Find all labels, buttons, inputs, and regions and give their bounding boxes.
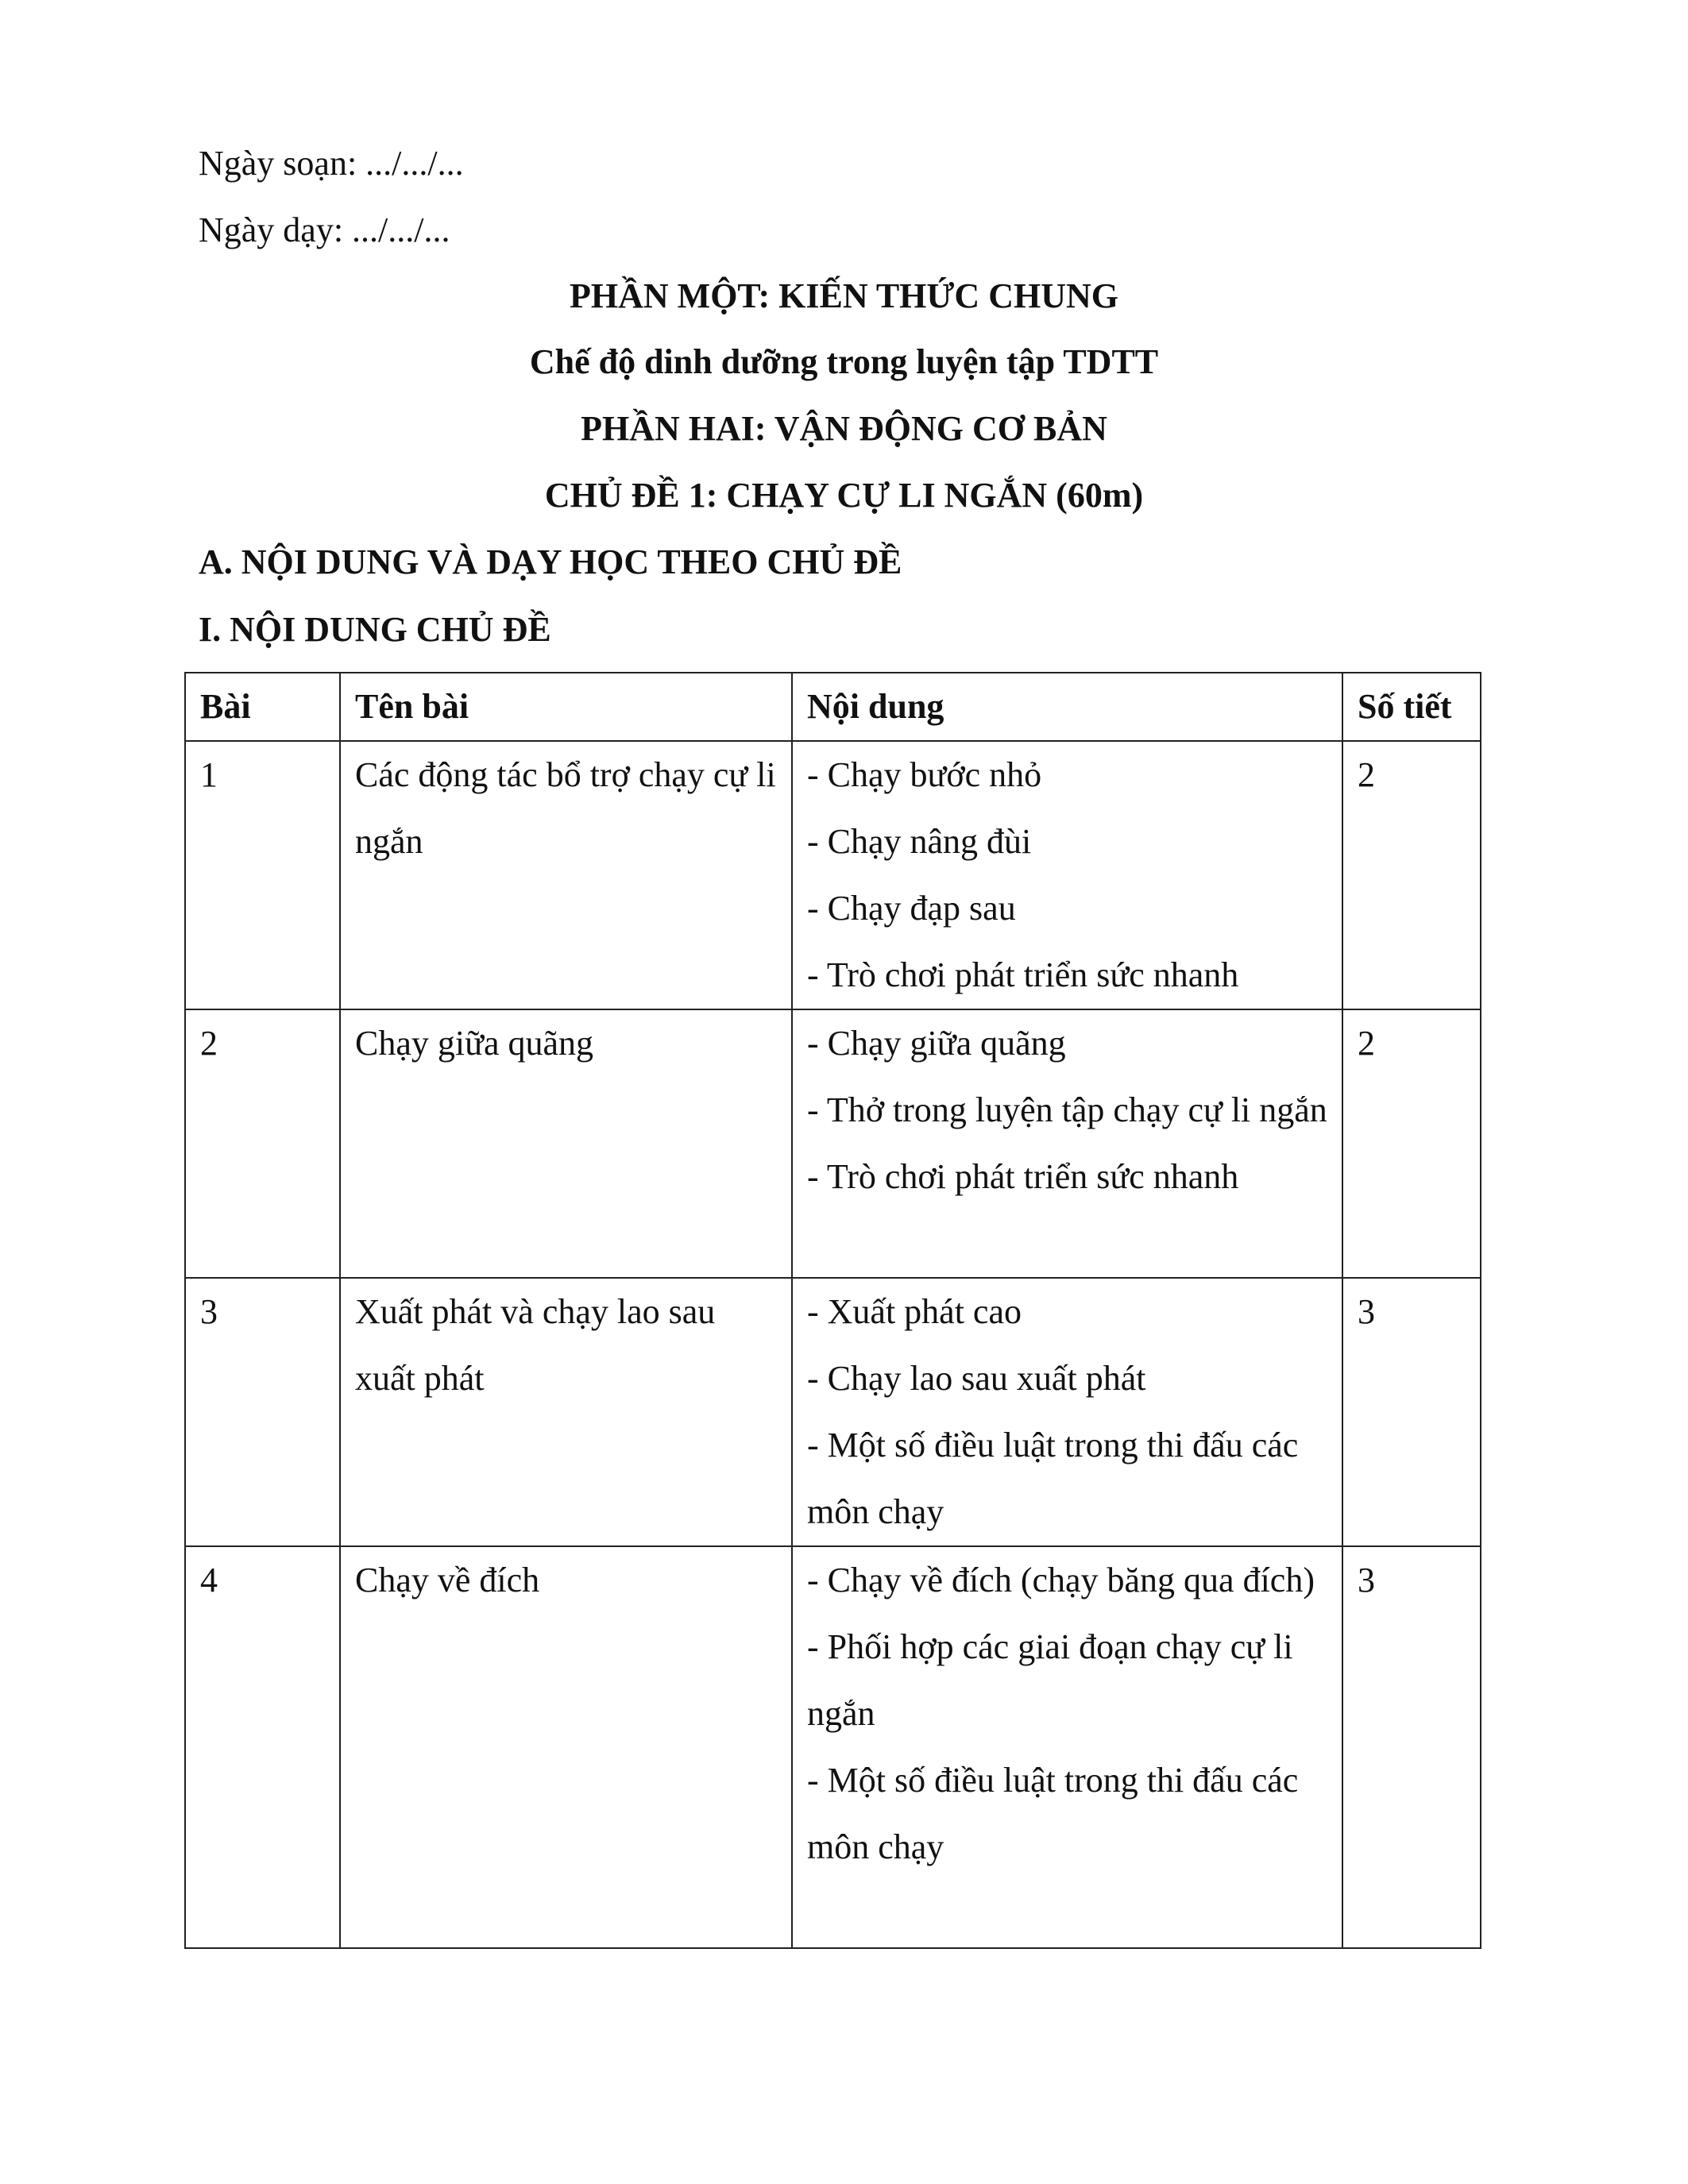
teach-date: Ngày dạy: .../.../...	[199, 210, 450, 249]
content-item: - Thở trong luyện tập chạy cự li ngắn	[807, 1090, 1327, 1129]
part-two-title: PHẦN HAI: VẬN ĐỘNG CƠ BẢN	[581, 409, 1107, 448]
topic-content-table	[184, 672, 1481, 1949]
content-item: - Chạy giữa quãng	[807, 1024, 1066, 1063]
prep-date: Ngày soạn: .../.../...	[199, 144, 464, 183]
content-item: - Xuất phát cao	[807, 1292, 1022, 1331]
cell-so-tiet: 2	[1342, 741, 1481, 1009]
content-item: - Trò chơi phát triển sức nhanh	[807, 955, 1239, 994]
cell-bai: 1	[185, 741, 340, 1009]
content-item: - Chạy đạp sau	[807, 889, 1016, 928]
cell-bai: 2	[185, 1009, 340, 1278]
content-item: - Một số điều luật trong thi đấu các môn chạy	[807, 1426, 1299, 1531]
header-ten-bai: Tên bài	[340, 673, 792, 741]
cell-so-tiet: 2	[1342, 1009, 1481, 1278]
section-a-heading: A. NỘI DUNG VÀ DẠY HỌC THEO CHỦ ĐỀ	[199, 542, 902, 581]
section-i-heading: I. NỘI DUNG CHỦ ĐỀ	[199, 610, 551, 649]
header-so-tiet: Số tiết	[1342, 673, 1481, 741]
content-item: - Trò chơi phát triển sức nhanh	[807, 1157, 1239, 1196]
table-row	[185, 1009, 1481, 1278]
cell-noi-dung	[792, 1546, 1342, 1948]
cell-bai: 3	[185, 1278, 340, 1546]
header-noi-dung: Nội dung	[792, 673, 1342, 741]
content-item: - Chạy lao sau xuất phát	[807, 1359, 1146, 1398]
content-item: - Chạy nâng đùi	[807, 822, 1032, 861]
cell-ten-bai: Chạy về đích	[340, 1546, 792, 1948]
topic-title: CHỦ ĐỀ 1: CHẠY CỰ LI NGẮN (60m)	[544, 476, 1144, 515]
table-row	[185, 1546, 1481, 1948]
content-item: - Một số điều luật trong thi đấu các môn chạy	[807, 1761, 1299, 1866]
content-item: - Chạy bước nhỏ	[807, 755, 1042, 794]
cell-bai: 4	[185, 1546, 340, 1948]
table-row	[185, 1278, 1481, 1546]
cell-noi-dung	[792, 741, 1342, 1009]
part-one-title: PHẦN MỘT: KIẾN THỨC CHUNG	[570, 276, 1118, 315]
table-row	[185, 741, 1481, 1009]
cell-so-tiet: 3	[1342, 1278, 1481, 1546]
cell-so-tiet: 3	[1342, 1546, 1481, 1948]
part-one-subtitle: Chế độ dinh dưỡng trong luyện tập TDTT	[529, 342, 1159, 381]
content-item: - Chạy về đích (chạy băng qua đích)	[807, 1561, 1315, 1599]
cell-ten-bai: Các động tác bổ trợ chạy cự li ngắn	[340, 741, 792, 1009]
cell-noi-dung	[792, 1009, 1342, 1278]
content-item: - Phối hợp các giai đoạn chạy cự li ngắn	[807, 1627, 1293, 1733]
table-header-row	[185, 673, 1481, 741]
cell-noi-dung	[792, 1278, 1342, 1546]
cell-ten-bai: Xuất phát và chạy lao sau xuất phát	[340, 1278, 792, 1546]
cell-ten-bai: Chạy giữa quãng	[340, 1009, 792, 1278]
header-bai: Bài	[185, 673, 340, 741]
